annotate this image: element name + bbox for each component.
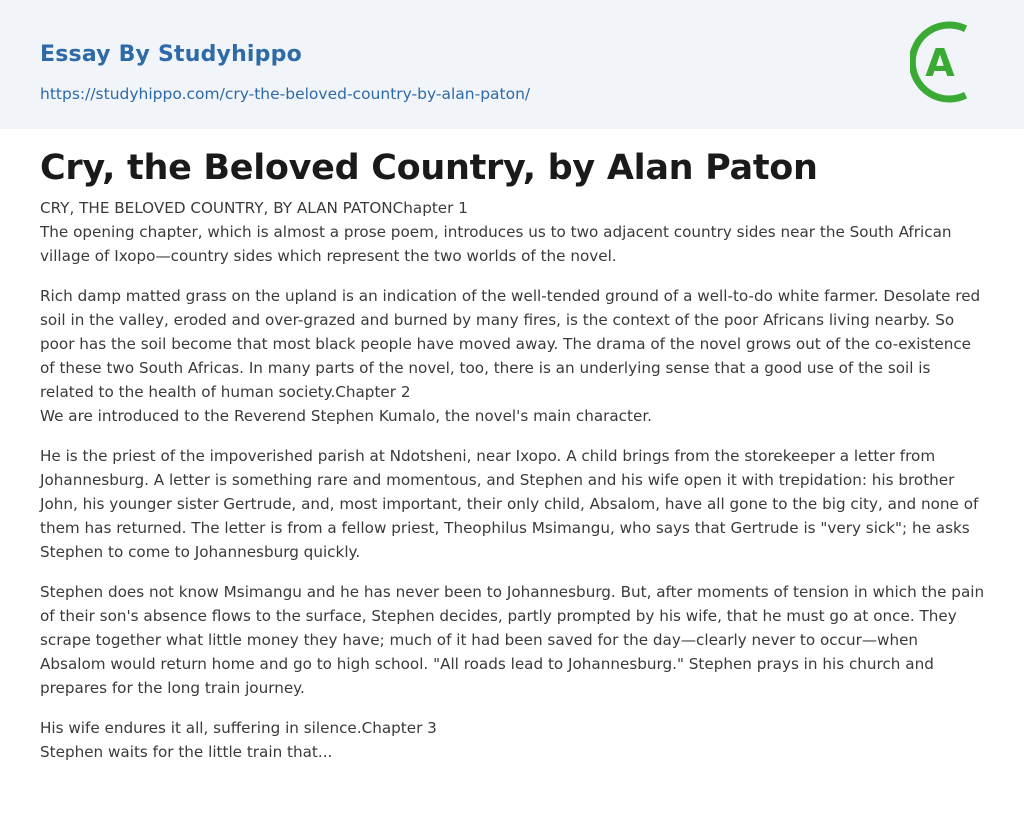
article-body — [40, 196, 988, 764]
article — [40, 146, 988, 780]
studyhippo-logo-icon[interactable] — [910, 18, 988, 106]
site-header — [0, 0, 1024, 129]
paragraph-line: He is the priest of the impoverished parish at Ndotsheni, near Ixopo. A child brings from the storekeeper a letter from Johannesburg. A letter is something rare and momentous, and Stephen and his wife open it with trepidation: his brother John, his younger sister Gertrude, and, most important, their only child, Absalom, have all gone to the big city, and none of them has returned. The letter is from a fellow priest, Theophilus Msimangu, who says that Gertrude is "very sick"; he asks Stephen to come to Johannesburg quickly. — [40, 447, 979, 561]
paragraph-line: The opening chapter, which is almost a prose poem, introduces us to two adjacent country sides near the South African village of Ixopo—country sides which represent the two worlds of the novel. — [40, 223, 952, 265]
article-paragraph — [40, 716, 988, 764]
article-paragraph — [40, 580, 988, 700]
paragraph-line: Stephen waits for the little train that... — [40, 743, 333, 761]
logo-letter: A — [925, 41, 955, 85]
article-title: Cry, the Beloved Country, by Alan Paton — [40, 148, 818, 188]
source-url-link[interactable]: https://studyhippo.com/cry-the-beloved-country-by-alan-paton/ — [40, 85, 531, 103]
article-paragraph — [40, 196, 988, 268]
article-paragraph — [40, 284, 988, 428]
paragraph-line: We are introduced to the Reverend Stephen Kumalo, the novel's main character. — [40, 407, 653, 425]
paragraph-line: Stephen does not know Msimangu and he has never been to Johannesburg. But, after moments of tension in which the pain of their son's absence flows to the surface, Stephen decides, partly prompted by his wife, that he must go at once. They scrape together what little money they have; much of it had been saved for the day—clearly never to occur—when Absalom would return home and go to high school. "All roads lead to Johannesburg." Stephen prays in his church and prepares for the long train journey. — [40, 583, 985, 697]
brand-title[interactable]: Essay By Studyhippo — [40, 42, 302, 67]
paragraph-line: His wife endures it all, suffering in silence.Chapter 3 — [40, 719, 437, 737]
paragraph-line: Rich damp matted grass on the upland is an indication of the well-tended ground of a well-to-do white farmer. Desolate red soil in the valley, eroded and over-grazed and burned by many fires, is the context of the poor Africans living nearby. So poor has the soil become that most black people have moved away. The drama of the novel grows out of the co-existence of these two South Africas. In many parts of the novel, too, there is an underlying sense that a good use of the soil is related to the health of human society.Chapter 2 — [40, 287, 981, 401]
paragraph-line: CRY, THE BELOVED COUNTRY, BY ALAN PATONChapter 1 — [40, 199, 468, 217]
article-paragraph — [40, 444, 988, 564]
